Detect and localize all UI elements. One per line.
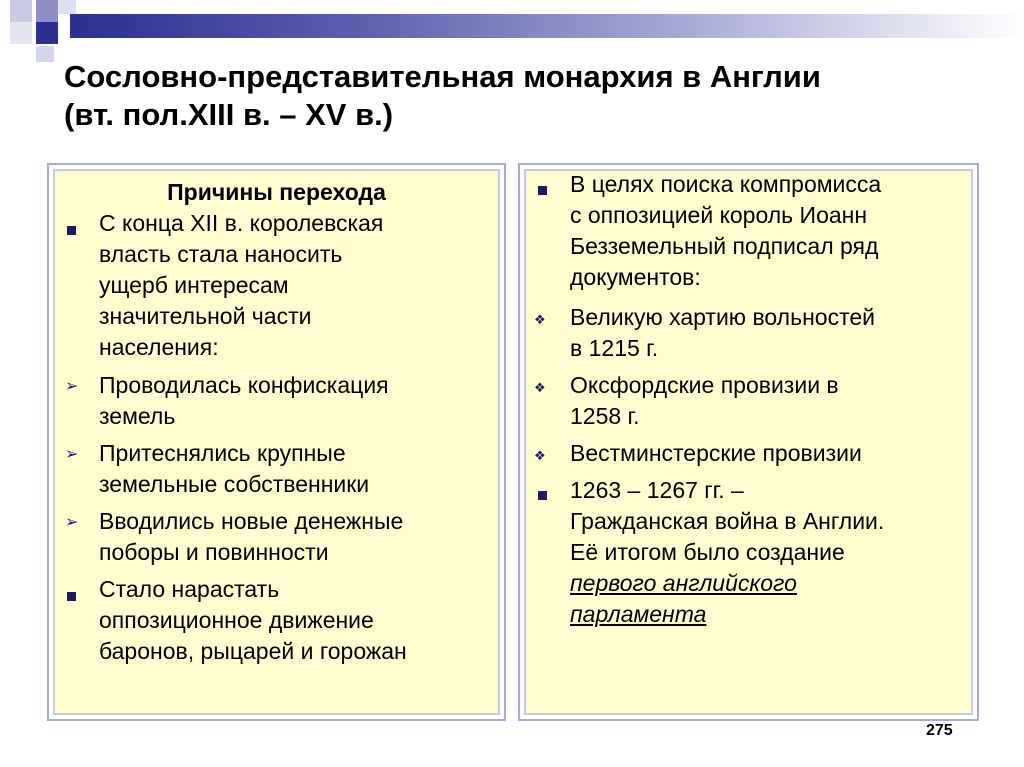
header-gradient-bar	[70, 14, 1024, 38]
slide-title	[64, 58, 964, 134]
right-item-4: Вестминстерские провизии	[570, 440, 862, 466]
right-item-3: Оксфордские провизии в 1258 г.	[570, 372, 839, 429]
right-item-2: Великую хартию вольностей в 1215 г.	[570, 304, 875, 361]
corner-square-4	[36, 22, 58, 44]
parliament-emphasis-line-2: парламента	[570, 601, 707, 627]
title-line-1: Сословно-представительная монархия в Англии	[64, 59, 821, 94]
diamond-bullet-icon: ❖	[534, 448, 546, 463]
right-item-1: В целях поиска компромисса с оппозицией король Иоанн Безземельный подписал ряд документов:	[570, 171, 882, 290]
right-panel	[518, 163, 979, 721]
corner-square-5	[10, 22, 32, 44]
square-bullet-icon	[67, 592, 76, 601]
arrow-bullet-icon: ➢	[65, 446, 79, 463]
diamond-bullet-icon: ❖	[534, 312, 546, 327]
arrow-bullet-icon: ➢	[65, 378, 79, 395]
square-bullet-icon	[538, 186, 547, 195]
left-panel-heading: Причины перехода	[167, 179, 386, 205]
page-number: 275	[926, 722, 953, 739]
corner-square-6	[36, 46, 54, 62]
corner-square-1	[10, 0, 32, 22]
square-bullet-icon	[538, 491, 547, 500]
arrow-bullet-icon: ➢	[65, 514, 79, 531]
right-item-5: 1263 – 1267 гг. – Гражданская война в Англии. Её итогом было создание первого английского парламента	[570, 475, 884, 630]
left-item-4: Вводились новые денежные поборы и повинности	[99, 508, 404, 565]
left-item-5: Стало нарастать оппозиционное движение баронов, рыцарей и горожан	[99, 576, 407, 664]
corner-square-2	[36, 0, 58, 22]
title-line-2: (вт. пол.XIII в. – XV в.)	[64, 97, 394, 132]
parliament-emphasis-line-1: первого английского	[570, 570, 797, 596]
left-panel	[47, 163, 506, 721]
square-bullet-icon	[67, 226, 76, 235]
left-item-2: Проводилась конфискация земель	[99, 372, 389, 429]
left-item-3: Притеснялись крупные земельные собственники	[99, 440, 370, 497]
diamond-bullet-icon: ❖	[534, 380, 546, 395]
left-item-1: С конца XII в. королевская власть стала наносить ущерб интересам значительной части населения:	[99, 210, 384, 360]
corner-square-3	[58, 0, 76, 14]
